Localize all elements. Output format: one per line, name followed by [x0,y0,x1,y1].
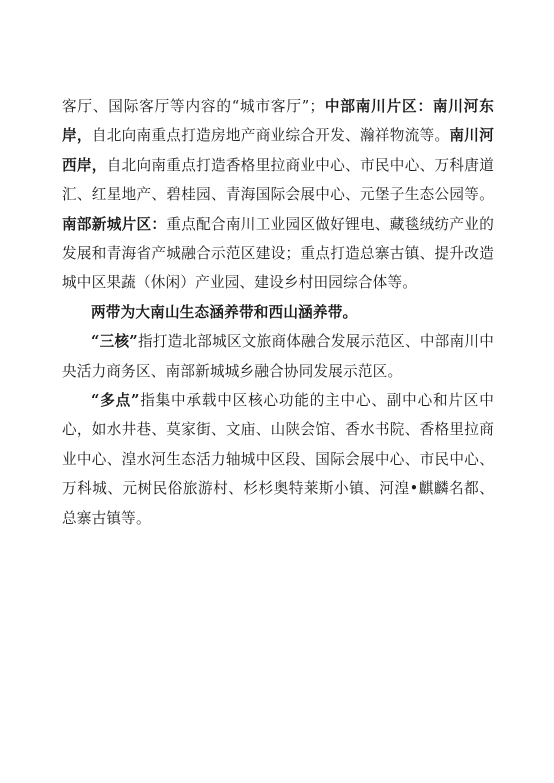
text-segment: 重点配合南川工业园区做好锂电、藏毯绒纺产业的发展和青海省产城融合示范区建设；重点打造总寨古镇、提升改造城中区果蔬（休闲）产业园、建设乡村田园综合体等。 [62,215,495,292]
paragraph-multiple-points [62,386,494,533]
paragraph-two-belts [62,298,494,327]
text-segment: 指集中承载中区核心功能的主中心、副中心和片区中心，如水井巷、莫家街、文庙、山陕会馆、香水书院、香格里拉商业中心、湟水河生态活力轴城中区段、国际会展中心、市民中心、万科城、元树民俗旅游村、杉杉奥特莱斯小镇、河湟•麒麟名都、总寨古镇等。 [62,392,494,527]
heading-three-cores: “三核” [91,333,138,351]
text-segment: 自北向南重点打造香格里拉商业中心、市民中心、万科唐道汇、红星地产、碧桂园、青海国际会展中心、元堡子生态公园等。 [62,156,494,204]
paragraph-districts [62,92,494,298]
text-segment: 指打造北部城区文旅商体融合发展示范区、中部南川中央活力商务区、南部新城城乡融合协同发展示范区。 [62,333,494,380]
heading-south-river-west: 南川河西岸， [62,127,494,174]
paragraph-three-cores [62,327,494,386]
heading-south-river-east: 中部南川片区：南川河东岸， [62,98,495,145]
heading-two-belts: 两带为大南山生态涵养带和西山涵养带。 [91,303,358,321]
text-segment: 客厅、国际客厅等内容的“城市客厅”； [62,98,325,115]
body-text [62,92,494,533]
heading-southern-new-city: 南部新城片区： [62,215,167,233]
heading-multiple-points: “多点” [91,392,140,410]
text-segment: 自北向南重点打造房地产商业综合开发、瀚祥物流等。 [91,127,450,145]
